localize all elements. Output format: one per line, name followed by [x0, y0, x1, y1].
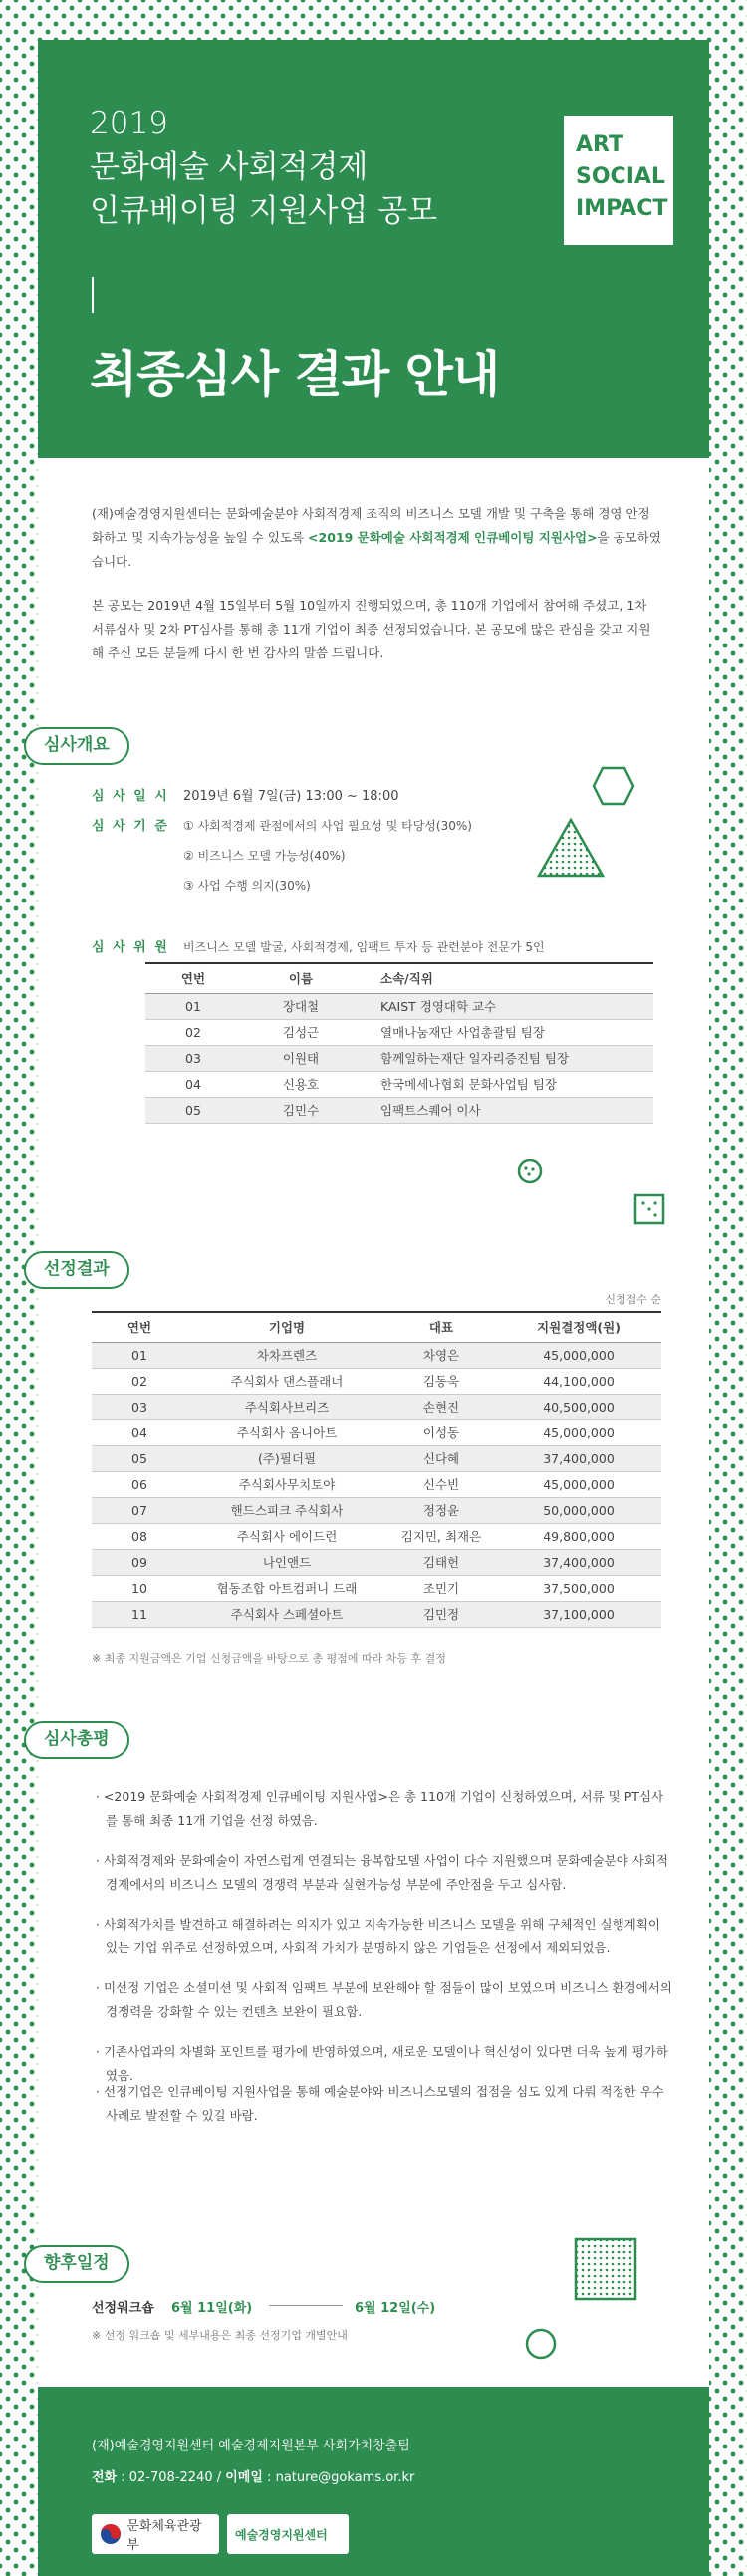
- schedule-label: 선정워크숍: [92, 2301, 154, 2316]
- committee-table: 연번 이름 소속/직위 01 장대철 KAIST 경영대학 교수 02 김성근 열매나눔재단 사업총괄팀 팀장 03 이원태 함께일하는재단 일자리증진팀 팀장 04 신용호 한국메세나협회 문화사업팀 팀장 05 김민수 임팩트스퀘어 이사: [145, 962, 653, 1124]
- review-item: · 선정기업은 인큐베이팅 지원사업을 통해 예술분야와 비즈니스모델의 접점을 심도 있게 다뤄 적정한 우수사례로 발전할 수 있길 바람.: [96, 2084, 664, 2123]
- table-row: 05 (주)필더필 신다혜 37,400,000: [92, 1445, 661, 1471]
- gokams-logo: 예술경영지원센터: [227, 2514, 349, 2554]
- table-row: 07 핸드스피크 주식회사 정정윤 50,000,000: [92, 1497, 661, 1523]
- table-row: 03 주식회사브리즈 손현진 40,500,000: [92, 1394, 661, 1419]
- taegeuk-icon: [100, 2523, 121, 2545]
- schedule-from: 6월 11일(화): [171, 2301, 253, 2316]
- committee-label: 심 사 위 원: [92, 940, 169, 955]
- hero-banner: [38, 40, 709, 458]
- table-row: 08 주식회사 에이드런 김지민, 최재은 49,800,000: [92, 1523, 661, 1549]
- committee-value: 비즈니스 모델 발굴, 사회적경제, 임팩트 투자 등 관련분야 전문가 5인: [183, 940, 545, 954]
- ministry-logo: 문화체육관광부: [92, 2514, 219, 2554]
- page-title: 최종심사 결과 안내: [90, 346, 500, 403]
- hexagon-icon: [592, 765, 635, 807]
- hero-title-line: 문화예술 사회적경제: [90, 149, 369, 185]
- schedule-arrow-line: [269, 2305, 343, 2306]
- table-row: 01 장대철 KAIST 경영대학 교수: [145, 993, 653, 1019]
- results-table: 연번 기업명 대표 지원결정액(원) 01 차차프렌즈 차영은 45,000,000 02 주식회사 댄스플래너 김동욱 44,100,000 03 주식회사브리즈 손현진 40,500,000 04 주식회사 옴니아트 이성동 45,000,000 05 (주)필더필 신다혜 37,400,000 06 주식회사무치토야 신수빈 45,000,000 07 핸드스피크 주식회사 정정윤 50,000,000 08 주식회사 에이드런 김지민, 최재은 49,800,000 09 나인앤드 김태헌 37,400,000 10 협동조합 아트컴퍼니 드래 조민기 37,500,000 11 주식회사 스페셜아트 김민정 37,100,000: [92, 1311, 661, 1628]
- order-note: 신청접수 순: [605, 1293, 661, 1306]
- table-row: 11 주식회사 스페셜아트 김민정 37,100,000: [92, 1601, 661, 1627]
- table-row: 03 이원태 함께일하는재단 일자리증진팀 팀장: [145, 1045, 653, 1071]
- contact-footer: [38, 2387, 709, 2576]
- contact-line: 전화 : 02-708-2240 / 이메일 : nature@gokams.or.kr: [92, 2470, 415, 2485]
- table-row: 02 주식회사 댄스플래너 김동욱 44,100,000: [92, 1368, 661, 1394]
- criteria-item: ③ 사업 수행 의지(30%): [183, 879, 311, 893]
- results-footnote: ※ 최종 지원금액은 기업 신청금액을 바탕으로 총 평점에 따라 차등 후 결정: [92, 1652, 446, 1665]
- section-title-overview: 심사개요: [24, 727, 129, 765]
- table-row: 01 차차프렌즈 차영은 45,000,000: [92, 1342, 661, 1368]
- review-item: · 사회적경제와 문화예술이 자연스럽게 연결되는 융복합모델 사업이 다수 지원했으며 문화예술분야 사회적 경제에서의 비즈니스 모델의 경쟁력 부분과 실현가능성 부분에 주안점을 두고 심사함.: [96, 1853, 669, 1892]
- table-row: 06 주식회사무치토야 신수빈 45,000,000: [92, 1471, 661, 1497]
- page-sheet: [38, 40, 709, 2576]
- criteria-item: ① 사회적경제 관점에서의 사업 필요성 및 타당성(30%): [183, 819, 472, 833]
- art-social-impact-logo: ART SOCIAL IMPACT: [564, 116, 673, 245]
- dotted-triangle-icon: [536, 817, 606, 879]
- criteria-item: ② 비즈니스 모델 가능성(40%): [183, 849, 346, 863]
- dotted-circle-icon: [516, 1158, 544, 1185]
- date-label: 심 사 일 시: [92, 789, 169, 804]
- dotted-square-icon: [633, 1193, 665, 1225]
- section-title-results: 선정결과: [24, 1251, 129, 1289]
- table-row: 04 주식회사 옴니아트 이성동 45,000,000: [92, 1419, 661, 1445]
- table-row: 10 협동조합 아트컴퍼니 드래 조민기 37,500,000: [92, 1575, 661, 1601]
- schedule-to: 6월 12일(수): [355, 2301, 436, 2316]
- review-item: · <2019 문화예술 사회적경제 인큐베이팅 지원사업>은 총 110개 기업이 신청하였으며, 서류 및 PT심사를 통해 최종 11개 기업을 선정 하였음.: [96, 1789, 664, 1828]
- table-row: 09 나인앤드 김태헌 37,400,000: [92, 1549, 661, 1575]
- hero-title-line: 인큐베이팅 지원사업 공모: [90, 193, 438, 229]
- schedule-note: ※ 선정 워크숍 및 세부내용은 최종 선정기업 개별안내: [92, 2329, 348, 2342]
- intro-paragraph: (재)예술경영지원센터는 문화예술분야 사회적경제 조직의 비즈니스 모델 개발 및 구축을 통해 경영 안정화하고 및 지속가능성을 높일 수 있도록 <2019 문화예술 사회적경제 인큐베이팅 지원사업>을 공모하였습니다.: [92, 506, 661, 569]
- hero-divider: [92, 277, 94, 313]
- review-item: · 사회적가치를 발견하고 해결하려는 의지가 있고 지속가능한 비즈니스 모델을 위해 구체적인 실행계획이 있는 기업 위주로 선정하였으며, 사회적 가치가 분명하지 않은 기업들은 선정에서 제외되었음.: [96, 1917, 660, 1955]
- table-row: 05 김민수 임팩트스퀘어 이사: [145, 1097, 653, 1123]
- section-title-schedule: 향후일정: [24, 2245, 129, 2283]
- review-item: · 미선정 기업은 소셜미션 및 사회적 임팩트 부분에 보완해야 할 점들이 많이 보였으며 비즈니스 환경에서의 경쟁력을 강화할 수 있는 컨텐츠 보완이 필요함.: [96, 1980, 672, 2019]
- table-row: 04 신용호 한국메세나협회 문화사업팀 팀장: [145, 1071, 653, 1097]
- date-value: 2019년 6월 7일(금) 13:00 ~ 18:00: [183, 789, 399, 804]
- intro-paragraph: 본 공모는 2019년 4월 15일부터 5월 10일까지 진행되었으며, 총 110개 기업에서 참여해 주셨고, 1차 서류심사 및 2차 PT심사를 통해 총 11개 기업이 최종 선정되었습니다. 본 공모에 많은 관심을 갖고 지원해 주신 모든 분들께 다시 한 번 감사의 말씀 드립니다.: [92, 598, 651, 660]
- review-item: · 기존사업과의 차별화 포인트를 평가에 반영하였으며, 새로운 모델이나 혁신성이 있다면 더욱 높게 평가하였음.: [96, 2044, 668, 2083]
- hero-year: 2019: [90, 106, 168, 141]
- dotted-square-icon: [574, 2237, 637, 2301]
- table-row: 02 김성근 열매나눔재단 사업총괄팀 팀장: [145, 1019, 653, 1045]
- ring-icon: [524, 2327, 558, 2361]
- criteria-label: 심 사 기 준: [92, 819, 169, 834]
- section-title-review: 심사총평: [24, 1721, 129, 1759]
- org-name: (재)예술경영지원센터 예술경제지원본부 사회가치창출팀: [92, 2439, 410, 2453]
